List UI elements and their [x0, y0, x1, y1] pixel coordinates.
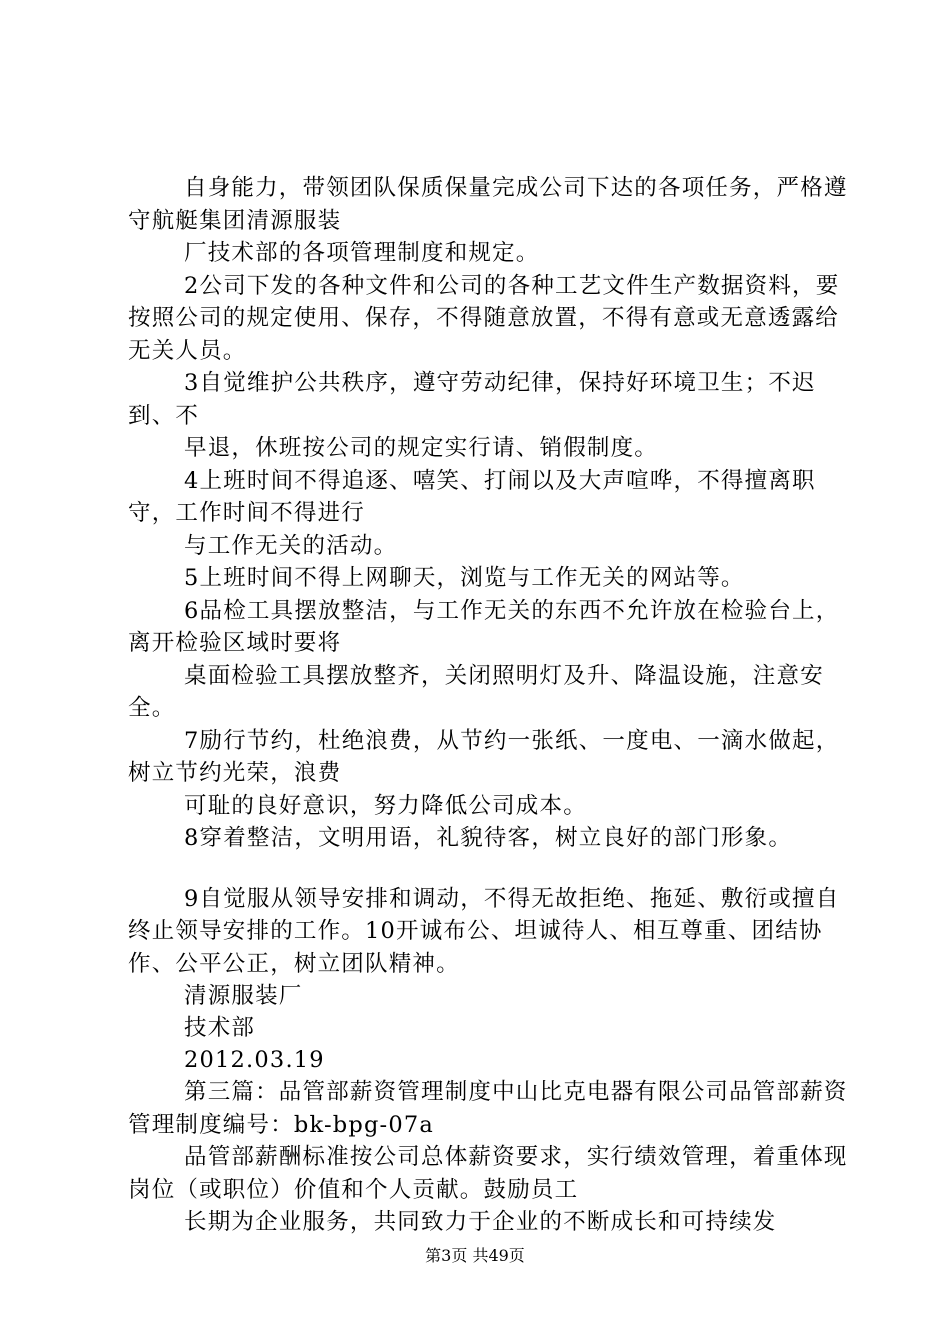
paragraph: 6品检工具摆放整洁，与工作无关的东西不允许放在检验台上，离开检验区域时要将: [128, 597, 840, 656]
page-number-footer: 第3页 共49页: [425, 1246, 525, 1265]
paragraph: 2公司下发的各种文件和公司的各种工艺文件生产数据资料，要按照公司的规定使用、保存，不得随意放置，不得有意或无意透露给无关人员。: [128, 272, 840, 364]
paragraph: 5上班时间不得上网聊天，浏览与工作无关的网站等。: [184, 565, 745, 591]
paragraph: 早退，休班按公司的规定实行请、销假制度。: [184, 435, 659, 461]
signature-date: 2012.03.19: [184, 1047, 325, 1073]
signature-department: 技术部: [184, 1015, 256, 1041]
paragraph: 8穿着整洁，文明用语，礼貌待客，树立良好的部门形象。: [184, 825, 793, 851]
paragraph: 7励行节约，杜绝浪费，从节约一张纸、一度电、一滴水做起，树立节约光荣，浪费: [128, 727, 840, 786]
paragraph: 品管部薪酬标准按公司总体薪资要求，实行绩效管理，着重体现岗位（或职位）价值和个人贡献。鼓励员工: [128, 1144, 848, 1203]
paragraph: 3自觉维护公共秩序，遵守劳动纪律，保持好环境卫生；不迟到、不: [128, 370, 816, 429]
paragraph: 长期为企业服务，共同致力于企业的不断成长和可持续发: [184, 1209, 777, 1235]
paragraph: 可耻的良好意识，努力降低公司成本。: [184, 792, 587, 819]
paragraph: 厂技术部的各项管理制度和规定。: [184, 240, 540, 266]
signature-company: 清源服装厂: [184, 983, 303, 1009]
document-body: [128, 172, 848, 1239]
paragraph: 桌面检验工具摆放整齐，关闭照明灯及升、降温设施，注意安全。: [128, 662, 824, 721]
paragraph: 9自觉服从领导安排和调动，不得无故拒绝、拖延、敷衍或擅自终止领导安排的工作。10开诚布公、坦诚待人、相互尊重、团结协作、公平公正，树立团队精神。: [128, 885, 840, 977]
paragraph: 自身能力，带领团队保质保量完成公司下达的各项任务，严格遵守航艇集团清源服装: [128, 175, 848, 234]
paragraph: 4上班时间不得追逐、嘻笑、打闹以及大声喧哗，不得擅离职守，工作时间不得进行: [128, 467, 816, 526]
section-three-heading: 第三篇：品管部薪资管理制度中山比克电器有限公司品管部薪资管理制度编号：bk-bpg-07a: [128, 1079, 848, 1138]
paragraph: 与工作无关的活动。: [184, 532, 398, 559]
